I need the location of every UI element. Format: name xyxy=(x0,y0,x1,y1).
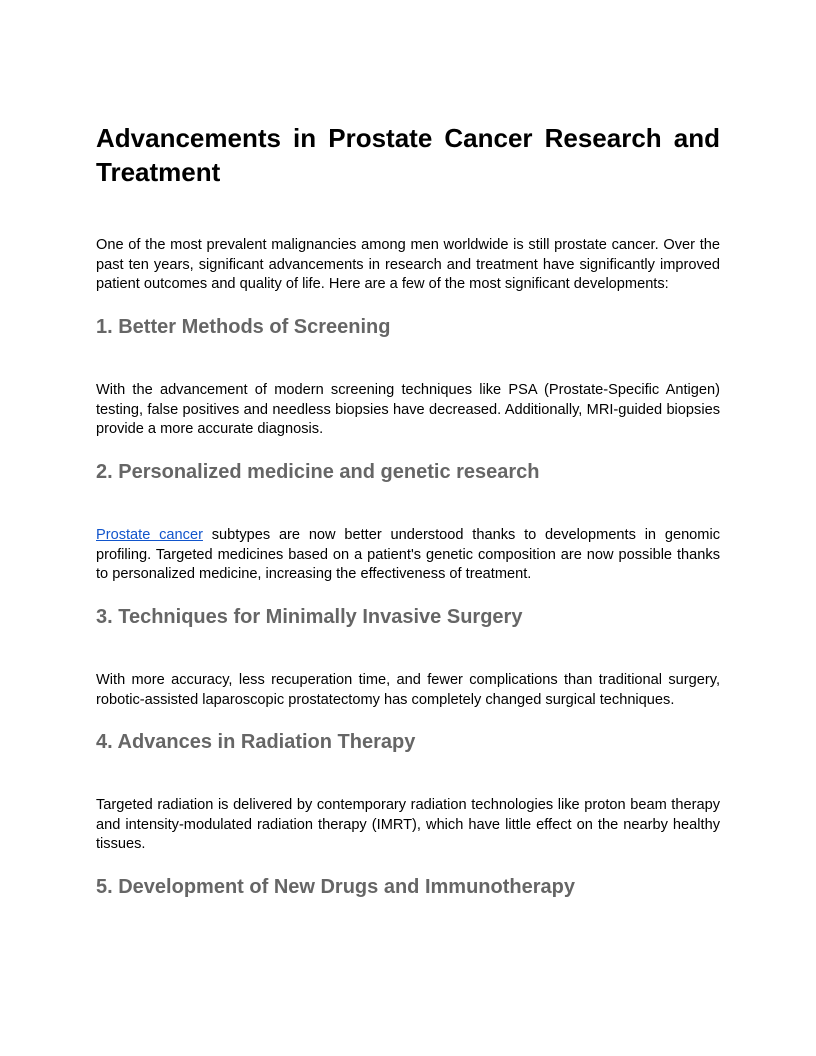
section-2-heading: 2. Personalized medicine and genetic research xyxy=(96,461,540,483)
section-4-body: Targeted radiation is delivered by contemporary radiation technologies like proton beam therapy and intensity-modulated radiation therapy (IMRT), which have little effect on the nearby healthy tissues. xyxy=(96,797,720,853)
section-5-heading: 5. Development of New Drugs and Immunotherapy xyxy=(96,876,575,898)
section-2-body-text: subtypes are now better understood thanks to developments in genomic profiling. Targeted medicines based on a patient's genetic composition are now possible thanks to personalized medicine, increasing the effectiveness of treatment. xyxy=(96,527,720,583)
prostate-cancer-link[interactable]: Prostate cancer xyxy=(96,527,203,543)
section-3-heading: 3. Techniques for Minimally Invasive Surgery xyxy=(96,606,523,628)
intro-paragraph: One of the most prevalent malignancies among men worldwide is still prostate cancer. Over the past ten years, significant advancements in research and treatment have significantly improved patient outcomes and quality of life. Here are a few of the most significant developments: xyxy=(96,237,720,293)
section-1-heading: 1. Better Methods of Screening xyxy=(96,316,391,338)
section-2-body xyxy=(96,526,720,585)
section-1-body: With the advancement of modern screening techniques like PSA (Prostate-Specific Antigen) testing, false positives and needless biopsies have decreased. Additionally, MRI-guided biopsies provide a more accurate diagnosis. xyxy=(96,382,720,438)
section-4-heading: 4. Advances in Radiation Therapy xyxy=(96,731,416,753)
section-3-body: With more accuracy, less recuperation time, and fewer complications than traditional surgery, robotic-assisted laparoscopic prostatectomy has completely changed surgical techniques. xyxy=(96,672,720,708)
document-title: Advancements in Prostate Cancer Research and Treatment xyxy=(96,123,720,187)
